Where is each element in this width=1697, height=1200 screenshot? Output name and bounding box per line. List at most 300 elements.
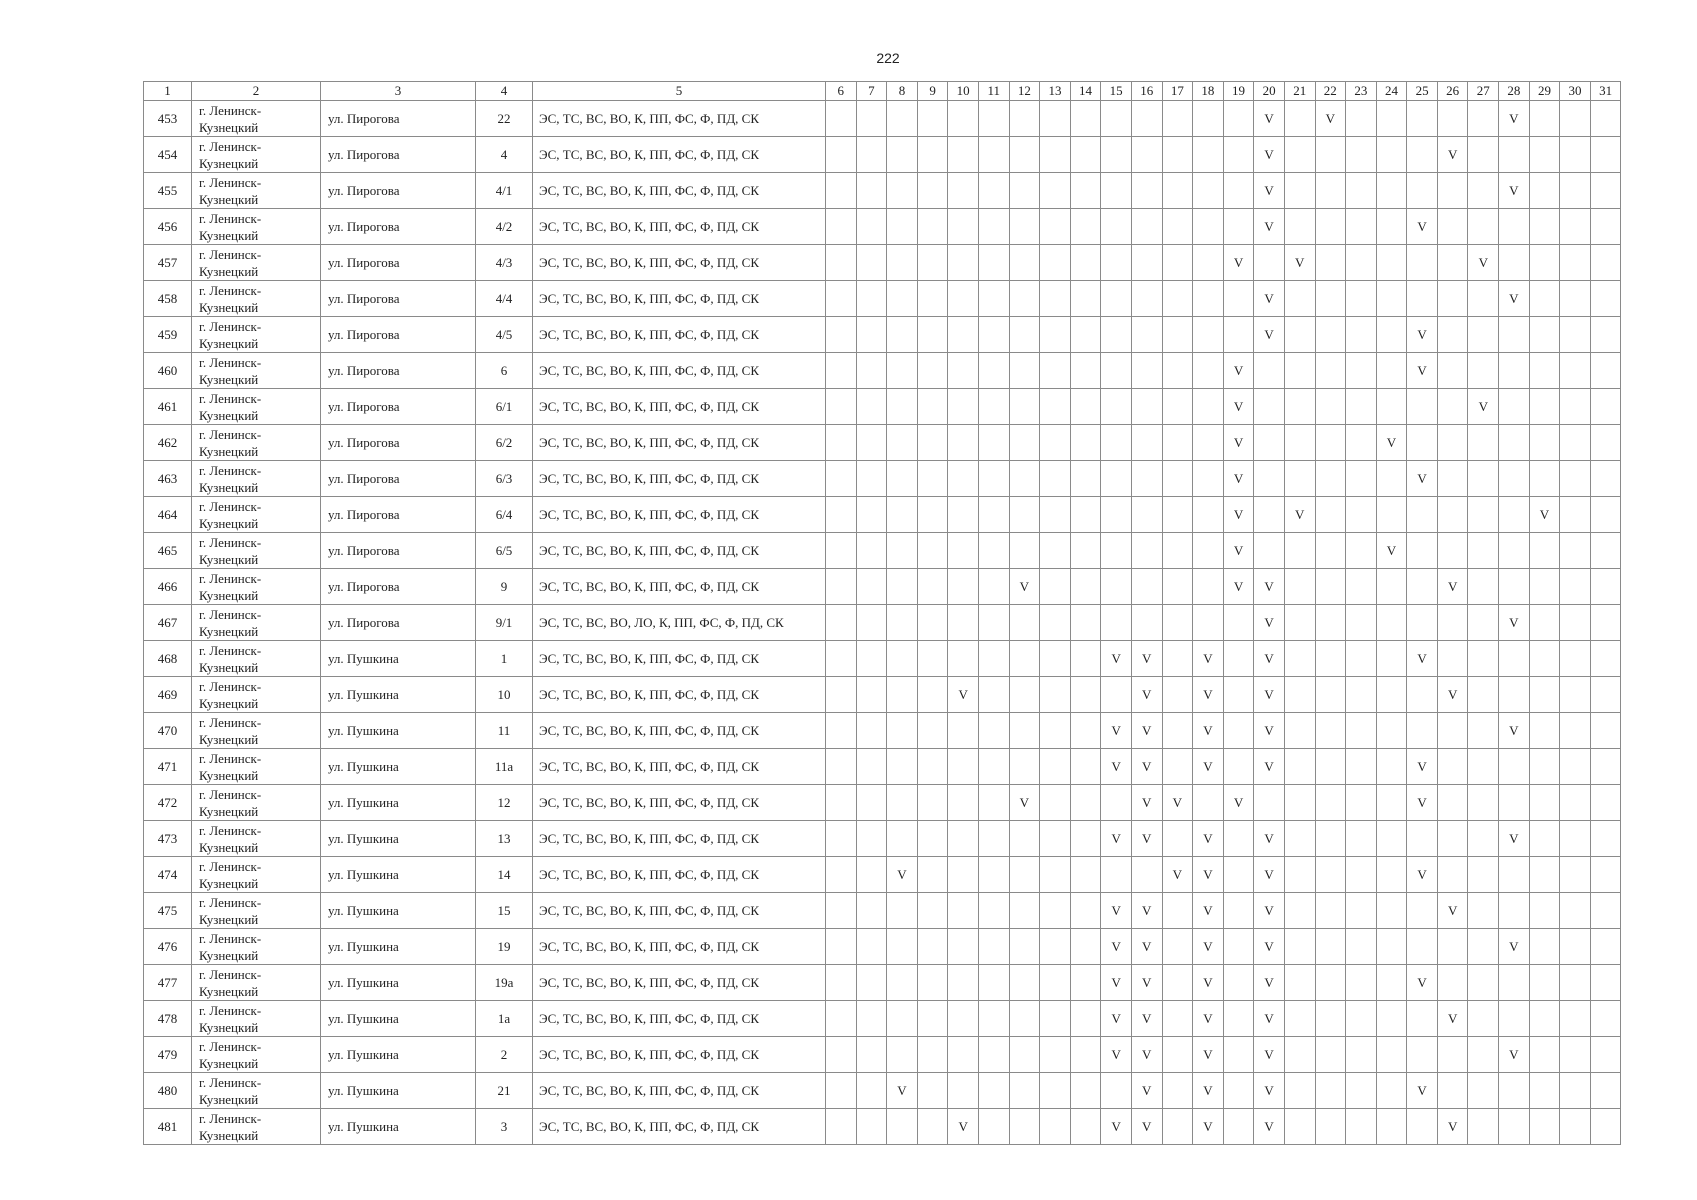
check-mark: V	[1376, 533, 1407, 569]
empty-cell	[1009, 317, 1040, 353]
header-cell: 6	[826, 82, 857, 101]
empty-cell	[1560, 497, 1591, 533]
empty-cell	[978, 569, 1009, 605]
check-mark: V	[1437, 137, 1468, 173]
empty-cell	[1376, 1037, 1407, 1073]
table-row	[144, 785, 1621, 821]
empty-cell	[1560, 785, 1591, 821]
street-cell: ул. Пирогова	[321, 245, 476, 281]
table-row	[144, 569, 1621, 605]
check-mark: V	[1407, 1073, 1438, 1109]
page-number: 222	[876, 50, 900, 66]
empty-cell	[1346, 641, 1377, 677]
empty-cell	[826, 929, 857, 965]
empty-cell	[917, 749, 948, 785]
empty-cell	[1560, 533, 1591, 569]
check-mark: V	[1193, 1001, 1224, 1037]
services-cell: ЭС, ТС, ВС, ВО, К, ПП, ФС, Ф, ПД, СК	[533, 893, 826, 929]
empty-cell	[1101, 461, 1132, 497]
empty-cell	[1590, 425, 1621, 461]
check-mark: V	[1376, 425, 1407, 461]
empty-cell	[1101, 677, 1132, 713]
empty-cell	[1437, 641, 1468, 677]
empty-cell	[1254, 461, 1285, 497]
street-cell: ул. Пирогова	[321, 569, 476, 605]
empty-cell	[1346, 209, 1377, 245]
header-cell: 17	[1162, 82, 1193, 101]
empty-cell	[1590, 245, 1621, 281]
check-mark: V	[1101, 821, 1132, 857]
empty-cell	[887, 677, 918, 713]
city-cell: г. Ленинск-Кузнецкий	[192, 173, 321, 209]
empty-cell	[1162, 641, 1193, 677]
empty-cell	[1529, 1001, 1560, 1037]
empty-cell	[1529, 605, 1560, 641]
check-mark: V	[1254, 641, 1285, 677]
empty-cell	[1499, 353, 1530, 389]
check-mark: V	[1254, 857, 1285, 893]
schedule-table	[143, 81, 1621, 1145]
empty-cell	[1437, 821, 1468, 857]
empty-cell	[1101, 353, 1132, 389]
empty-cell	[1315, 389, 1346, 425]
empty-cell	[1560, 749, 1591, 785]
empty-cell	[1284, 749, 1315, 785]
empty-cell	[1193, 425, 1224, 461]
services-cell: ЭС, ТС, ВС, ВО, К, ПП, ФС, Ф, ПД, СК	[533, 749, 826, 785]
house-cell: 6/3	[476, 461, 533, 497]
empty-cell	[887, 929, 918, 965]
services-cell: ЭС, ТС, ВС, ВО, К, ПП, ФС, Ф, ПД, СК	[533, 785, 826, 821]
empty-cell	[1162, 965, 1193, 1001]
services-cell: ЭС, ТС, ВС, ВО, К, ПП, ФС, Ф, ПД, СК	[533, 533, 826, 569]
street-cell: ул. Пушкина	[321, 641, 476, 677]
check-mark: V	[1437, 1109, 1468, 1145]
empty-cell	[1284, 353, 1315, 389]
empty-cell	[1437, 353, 1468, 389]
empty-cell	[1223, 713, 1254, 749]
header-cell: 12	[1009, 82, 1040, 101]
empty-cell	[1040, 461, 1071, 497]
house-cell: 4/2	[476, 209, 533, 245]
empty-cell	[1590, 209, 1621, 245]
empty-cell	[1376, 389, 1407, 425]
street-cell: ул. Пушкина	[321, 713, 476, 749]
empty-cell	[948, 533, 979, 569]
empty-cell	[1590, 569, 1621, 605]
empty-cell	[1070, 425, 1101, 461]
city-cell: г. Ленинск-Кузнецкий	[192, 137, 321, 173]
street-cell: ул. Пирогова	[321, 533, 476, 569]
street-cell: ул. Пушкина	[321, 821, 476, 857]
street-cell: ул. Пушкина	[321, 1073, 476, 1109]
empty-cell	[1560, 893, 1591, 929]
empty-cell	[1346, 1073, 1377, 1109]
empty-cell	[917, 353, 948, 389]
empty-cell	[1284, 641, 1315, 677]
empty-cell	[1040, 1073, 1071, 1109]
check-mark: V	[1223, 497, 1254, 533]
empty-cell	[826, 821, 857, 857]
check-mark: V	[1131, 893, 1162, 929]
empty-cell	[1009, 425, 1040, 461]
check-mark: V	[1009, 785, 1040, 821]
services-cell: ЭС, ТС, ВС, ВО, К, ПП, ФС, Ф, ПД, СК	[533, 677, 826, 713]
row-number-cell: 477	[144, 965, 192, 1001]
empty-cell	[1437, 425, 1468, 461]
empty-cell	[887, 641, 918, 677]
empty-cell	[1223, 929, 1254, 965]
empty-cell	[1101, 425, 1132, 461]
empty-cell	[917, 1073, 948, 1109]
empty-cell	[1162, 821, 1193, 857]
empty-cell	[978, 857, 1009, 893]
empty-cell	[1437, 461, 1468, 497]
row-number-cell: 476	[144, 929, 192, 965]
empty-cell	[917, 1001, 948, 1037]
empty-cell	[948, 1073, 979, 1109]
header-cell: 31	[1590, 82, 1621, 101]
house-cell: 11	[476, 713, 533, 749]
empty-cell	[1560, 1109, 1591, 1145]
empty-cell	[1468, 893, 1499, 929]
empty-cell	[1346, 785, 1377, 821]
check-mark: V	[1254, 821, 1285, 857]
empty-cell	[1284, 929, 1315, 965]
empty-cell	[978, 677, 1009, 713]
empty-cell	[1590, 713, 1621, 749]
table-row	[144, 677, 1621, 713]
empty-cell	[1560, 461, 1591, 497]
empty-cell	[1315, 749, 1346, 785]
empty-cell	[1162, 749, 1193, 785]
empty-cell	[1560, 353, 1591, 389]
header-cell: 16	[1131, 82, 1162, 101]
check-mark: V	[1193, 1073, 1224, 1109]
empty-cell	[1315, 1001, 1346, 1037]
check-mark: V	[1101, 1109, 1132, 1145]
empty-cell	[978, 713, 1009, 749]
check-mark: V	[1407, 317, 1438, 353]
city-cell: г. Ленинск-Кузнецкий	[192, 857, 321, 893]
check-mark: V	[1193, 857, 1224, 893]
empty-cell	[978, 785, 1009, 821]
check-mark: V	[1254, 749, 1285, 785]
empty-cell	[1162, 1073, 1193, 1109]
row-number-cell: 466	[144, 569, 192, 605]
empty-cell	[1468, 1001, 1499, 1037]
empty-cell	[1468, 821, 1499, 857]
check-mark: V	[1254, 605, 1285, 641]
empty-cell	[978, 317, 1009, 353]
empty-cell	[1499, 317, 1530, 353]
empty-cell	[948, 245, 979, 281]
city-cell: г. Ленинск-Кузнецкий	[192, 605, 321, 641]
empty-cell	[917, 1109, 948, 1145]
house-cell: 6/5	[476, 533, 533, 569]
check-mark: V	[1254, 713, 1285, 749]
empty-cell	[1499, 533, 1530, 569]
empty-cell	[1193, 173, 1224, 209]
empty-cell	[1376, 281, 1407, 317]
empty-cell	[887, 605, 918, 641]
check-mark: V	[887, 1073, 918, 1109]
header-cell: 19	[1223, 82, 1254, 101]
empty-cell	[856, 353, 887, 389]
empty-cell	[1376, 965, 1407, 1001]
check-mark: V	[1131, 1001, 1162, 1037]
empty-cell	[1499, 497, 1530, 533]
empty-cell	[1009, 389, 1040, 425]
empty-cell	[1407, 245, 1438, 281]
check-mark: V	[1101, 1001, 1132, 1037]
empty-cell	[1284, 533, 1315, 569]
empty-cell	[1193, 569, 1224, 605]
house-cell: 6/1	[476, 389, 533, 425]
table-row	[144, 1037, 1621, 1073]
empty-cell	[978, 1001, 1009, 1037]
empty-cell	[1223, 641, 1254, 677]
empty-cell	[1162, 677, 1193, 713]
empty-cell	[856, 209, 887, 245]
empty-cell	[917, 209, 948, 245]
empty-cell	[1070, 893, 1101, 929]
house-cell: 12	[476, 785, 533, 821]
row-number-cell: 480	[144, 1073, 192, 1109]
house-cell: 4/4	[476, 281, 533, 317]
street-cell: ул. Пирогова	[321, 461, 476, 497]
house-cell: 21	[476, 1073, 533, 1109]
check-mark: V	[1101, 1037, 1132, 1073]
check-mark: V	[1468, 245, 1499, 281]
city-cell: г. Ленинск-Кузнецкий	[192, 353, 321, 389]
empty-cell	[1254, 497, 1285, 533]
empty-cell	[1162, 497, 1193, 533]
check-mark: V	[1223, 533, 1254, 569]
empty-cell	[826, 785, 857, 821]
empty-cell	[978, 245, 1009, 281]
empty-cell	[1315, 929, 1346, 965]
check-mark: V	[1223, 425, 1254, 461]
table-row	[144, 605, 1621, 641]
empty-cell	[1346, 281, 1377, 317]
empty-cell	[1376, 713, 1407, 749]
empty-cell	[1009, 173, 1040, 209]
empty-cell	[1529, 245, 1560, 281]
empty-cell	[1499, 749, 1530, 785]
empty-cell	[1468, 1073, 1499, 1109]
empty-cell	[1223, 173, 1254, 209]
table-row	[144, 317, 1621, 353]
empty-cell	[1529, 137, 1560, 173]
empty-cell	[948, 1001, 979, 1037]
empty-cell	[1315, 1073, 1346, 1109]
check-mark: V	[1101, 893, 1132, 929]
empty-cell	[1162, 173, 1193, 209]
house-cell: 14	[476, 857, 533, 893]
empty-cell	[1101, 389, 1132, 425]
empty-cell	[1407, 605, 1438, 641]
check-mark: V	[1254, 101, 1285, 137]
empty-cell	[1162, 137, 1193, 173]
empty-cell	[1101, 281, 1132, 317]
house-cell: 1а	[476, 1001, 533, 1037]
empty-cell	[1407, 677, 1438, 713]
empty-cell	[1009, 857, 1040, 893]
empty-cell	[1407, 137, 1438, 173]
empty-cell	[1407, 101, 1438, 137]
empty-cell	[1437, 929, 1468, 965]
empty-cell	[1009, 533, 1040, 569]
empty-cell	[1346, 713, 1377, 749]
empty-cell	[1193, 461, 1224, 497]
empty-cell	[1315, 497, 1346, 533]
empty-cell	[887, 1037, 918, 1073]
city-cell: г. Ленинск-Кузнецкий	[192, 317, 321, 353]
table-row	[144, 173, 1621, 209]
empty-cell	[1040, 677, 1071, 713]
empty-cell	[1070, 1037, 1101, 1073]
street-cell: ул. Пирогова	[321, 353, 476, 389]
empty-cell	[1070, 173, 1101, 209]
empty-cell	[856, 101, 887, 137]
empty-cell	[856, 137, 887, 173]
check-mark: V	[1254, 1109, 1285, 1145]
table-body	[144, 101, 1621, 1145]
city-cell: г. Ленинск-Кузнецкий	[192, 101, 321, 137]
street-cell: ул. Пирогова	[321, 425, 476, 461]
empty-cell	[1070, 641, 1101, 677]
empty-cell	[1590, 1109, 1621, 1145]
empty-cell	[1346, 137, 1377, 173]
empty-cell	[1407, 173, 1438, 209]
check-mark: V	[1254, 209, 1285, 245]
empty-cell	[1376, 497, 1407, 533]
empty-cell	[1009, 749, 1040, 785]
empty-cell	[1346, 101, 1377, 137]
street-cell: ул. Пушкина	[321, 1109, 476, 1145]
empty-cell	[1131, 173, 1162, 209]
street-cell: ул. Пушкина	[321, 749, 476, 785]
check-mark: V	[1193, 749, 1224, 785]
empty-cell	[1529, 785, 1560, 821]
empty-cell	[1193, 209, 1224, 245]
empty-cell	[1162, 893, 1193, 929]
empty-cell	[856, 1073, 887, 1109]
check-mark: V	[1407, 965, 1438, 1001]
empty-cell	[1346, 425, 1377, 461]
empty-cell	[1560, 1037, 1591, 1073]
empty-cell	[1070, 461, 1101, 497]
row-number-cell: 475	[144, 893, 192, 929]
empty-cell	[1590, 281, 1621, 317]
empty-cell	[1499, 1001, 1530, 1037]
check-mark: V	[1193, 929, 1224, 965]
empty-cell	[1468, 101, 1499, 137]
empty-cell	[887, 569, 918, 605]
table-row	[144, 749, 1621, 785]
empty-cell	[978, 461, 1009, 497]
empty-cell	[1590, 317, 1621, 353]
empty-cell	[1162, 353, 1193, 389]
empty-cell	[1070, 137, 1101, 173]
empty-cell	[948, 605, 979, 641]
empty-cell	[1346, 533, 1377, 569]
empty-cell	[1376, 929, 1407, 965]
empty-cell	[978, 101, 1009, 137]
empty-cell	[887, 389, 918, 425]
street-cell: ул. Пирогова	[321, 101, 476, 137]
empty-cell	[1040, 641, 1071, 677]
street-cell: ул. Пирогова	[321, 317, 476, 353]
empty-cell	[826, 533, 857, 569]
table-row	[144, 1001, 1621, 1037]
house-cell: 10	[476, 677, 533, 713]
empty-cell	[948, 893, 979, 929]
services-cell: ЭС, ТС, ВС, ВО, К, ПП, ФС, Ф, ПД, СК	[533, 281, 826, 317]
check-mark: V	[1162, 785, 1193, 821]
check-mark: V	[1131, 749, 1162, 785]
empty-cell	[1407, 713, 1438, 749]
empty-cell	[1468, 785, 1499, 821]
empty-cell	[1070, 749, 1101, 785]
empty-cell	[1070, 929, 1101, 965]
empty-cell	[1437, 497, 1468, 533]
empty-cell	[978, 389, 1009, 425]
empty-cell	[1284, 389, 1315, 425]
row-number-cell: 467	[144, 605, 192, 641]
empty-cell	[1223, 605, 1254, 641]
empty-cell	[1070, 1109, 1101, 1145]
check-mark: V	[1101, 641, 1132, 677]
empty-cell	[856, 749, 887, 785]
empty-cell	[1284, 1037, 1315, 1073]
empty-cell	[887, 173, 918, 209]
empty-cell	[856, 569, 887, 605]
empty-cell	[1254, 785, 1285, 821]
empty-cell	[856, 965, 887, 1001]
empty-cell	[887, 785, 918, 821]
empty-cell	[1529, 353, 1560, 389]
empty-cell	[826, 425, 857, 461]
empty-cell	[1009, 281, 1040, 317]
empty-cell	[1560, 857, 1591, 893]
check-mark: V	[1101, 713, 1132, 749]
empty-cell	[826, 713, 857, 749]
empty-cell	[978, 425, 1009, 461]
empty-cell	[1040, 749, 1071, 785]
empty-cell	[1223, 209, 1254, 245]
house-cell: 3	[476, 1109, 533, 1145]
empty-cell	[1162, 605, 1193, 641]
empty-cell	[1101, 497, 1132, 533]
empty-cell	[1346, 893, 1377, 929]
empty-cell	[1315, 677, 1346, 713]
empty-cell	[1223, 137, 1254, 173]
empty-cell	[1193, 281, 1224, 317]
check-mark: V	[1193, 821, 1224, 857]
empty-cell	[887, 533, 918, 569]
empty-cell	[1131, 101, 1162, 137]
empty-cell	[917, 173, 948, 209]
empty-cell	[1193, 497, 1224, 533]
check-mark: V	[1131, 785, 1162, 821]
check-mark: V	[1437, 677, 1468, 713]
empty-cell	[1590, 101, 1621, 137]
services-cell: ЭС, ТС, ВС, ВО, К, ПП, ФС, Ф, ПД, СК	[533, 461, 826, 497]
empty-cell	[917, 101, 948, 137]
empty-cell	[1560, 389, 1591, 425]
